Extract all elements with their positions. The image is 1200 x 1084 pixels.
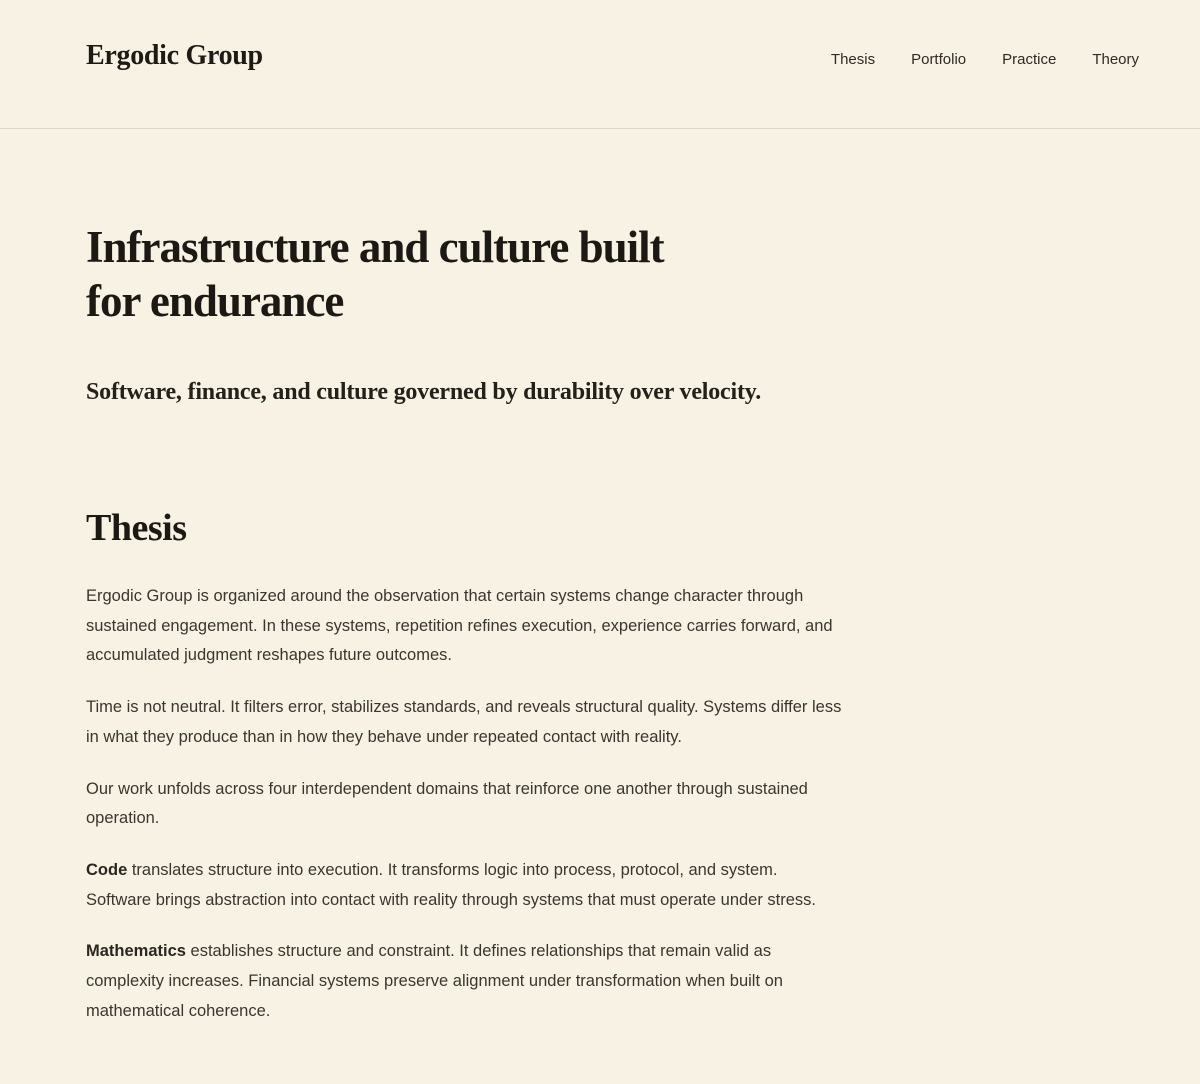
nav-link-portfolio[interactable]: Portfolio bbox=[911, 51, 967, 68]
hero-subtitle: Software, finance, and culture governed by durability over velocity. bbox=[86, 379, 762, 405]
thesis-paragraph-3: Our work unfolds across four interdependent domains that reinforce one another through sustained operation. bbox=[86, 779, 808, 828]
nav-link-practice[interactable]: Practice bbox=[1002, 51, 1057, 68]
nav-link-thesis[interactable]: Thesis bbox=[830, 51, 876, 68]
hero-title-line-2: for endurance bbox=[86, 276, 344, 326]
main-nav bbox=[831, 50, 1139, 70]
thesis-paragraph-1: Ergodic Group is organized around the observation that certain systems change character through sustained engagement. In these systems, repetition refines execution, experience carries forward, and accumulated judgment reshapes future outcomes. bbox=[86, 587, 833, 665]
site-header bbox=[0, 0, 1200, 129]
thesis-heading: Thesis bbox=[86, 507, 187, 549]
thesis-paragraph-mathematics bbox=[86, 937, 846, 1026]
hero-title bbox=[86, 220, 726, 328]
thesis-paragraph-2: Time is not neutral. It filters error, stabilizes standards, and reveals structural quality. Systems differ less in what they produce than in how they behave under repeated contact with reality. bbox=[86, 698, 842, 746]
code-description: translates structure into execution. It transforms logic into process, protocol, and system. Software brings abstraction into contact with reality through systems that must operate under stress. bbox=[86, 860, 817, 909]
mathematics-term: Mathematics bbox=[86, 942, 186, 961]
code-term: Code bbox=[86, 860, 128, 879]
hero-title-line-1: Infrastructure and culture built bbox=[86, 222, 664, 272]
mathematics-description: establishes structure and constraint. It defines relationships that remain valid as complexity increases. Financial systems preserve alignment under transformation when built on mathematical coherence. bbox=[86, 942, 783, 1020]
brand-logo-text[interactable]: Ergodic Group bbox=[86, 40, 263, 71]
thesis-body bbox=[86, 582, 846, 1048]
thesis-paragraph-code bbox=[86, 856, 846, 915]
nav-link-theory[interactable]: Theory bbox=[1092, 51, 1139, 68]
